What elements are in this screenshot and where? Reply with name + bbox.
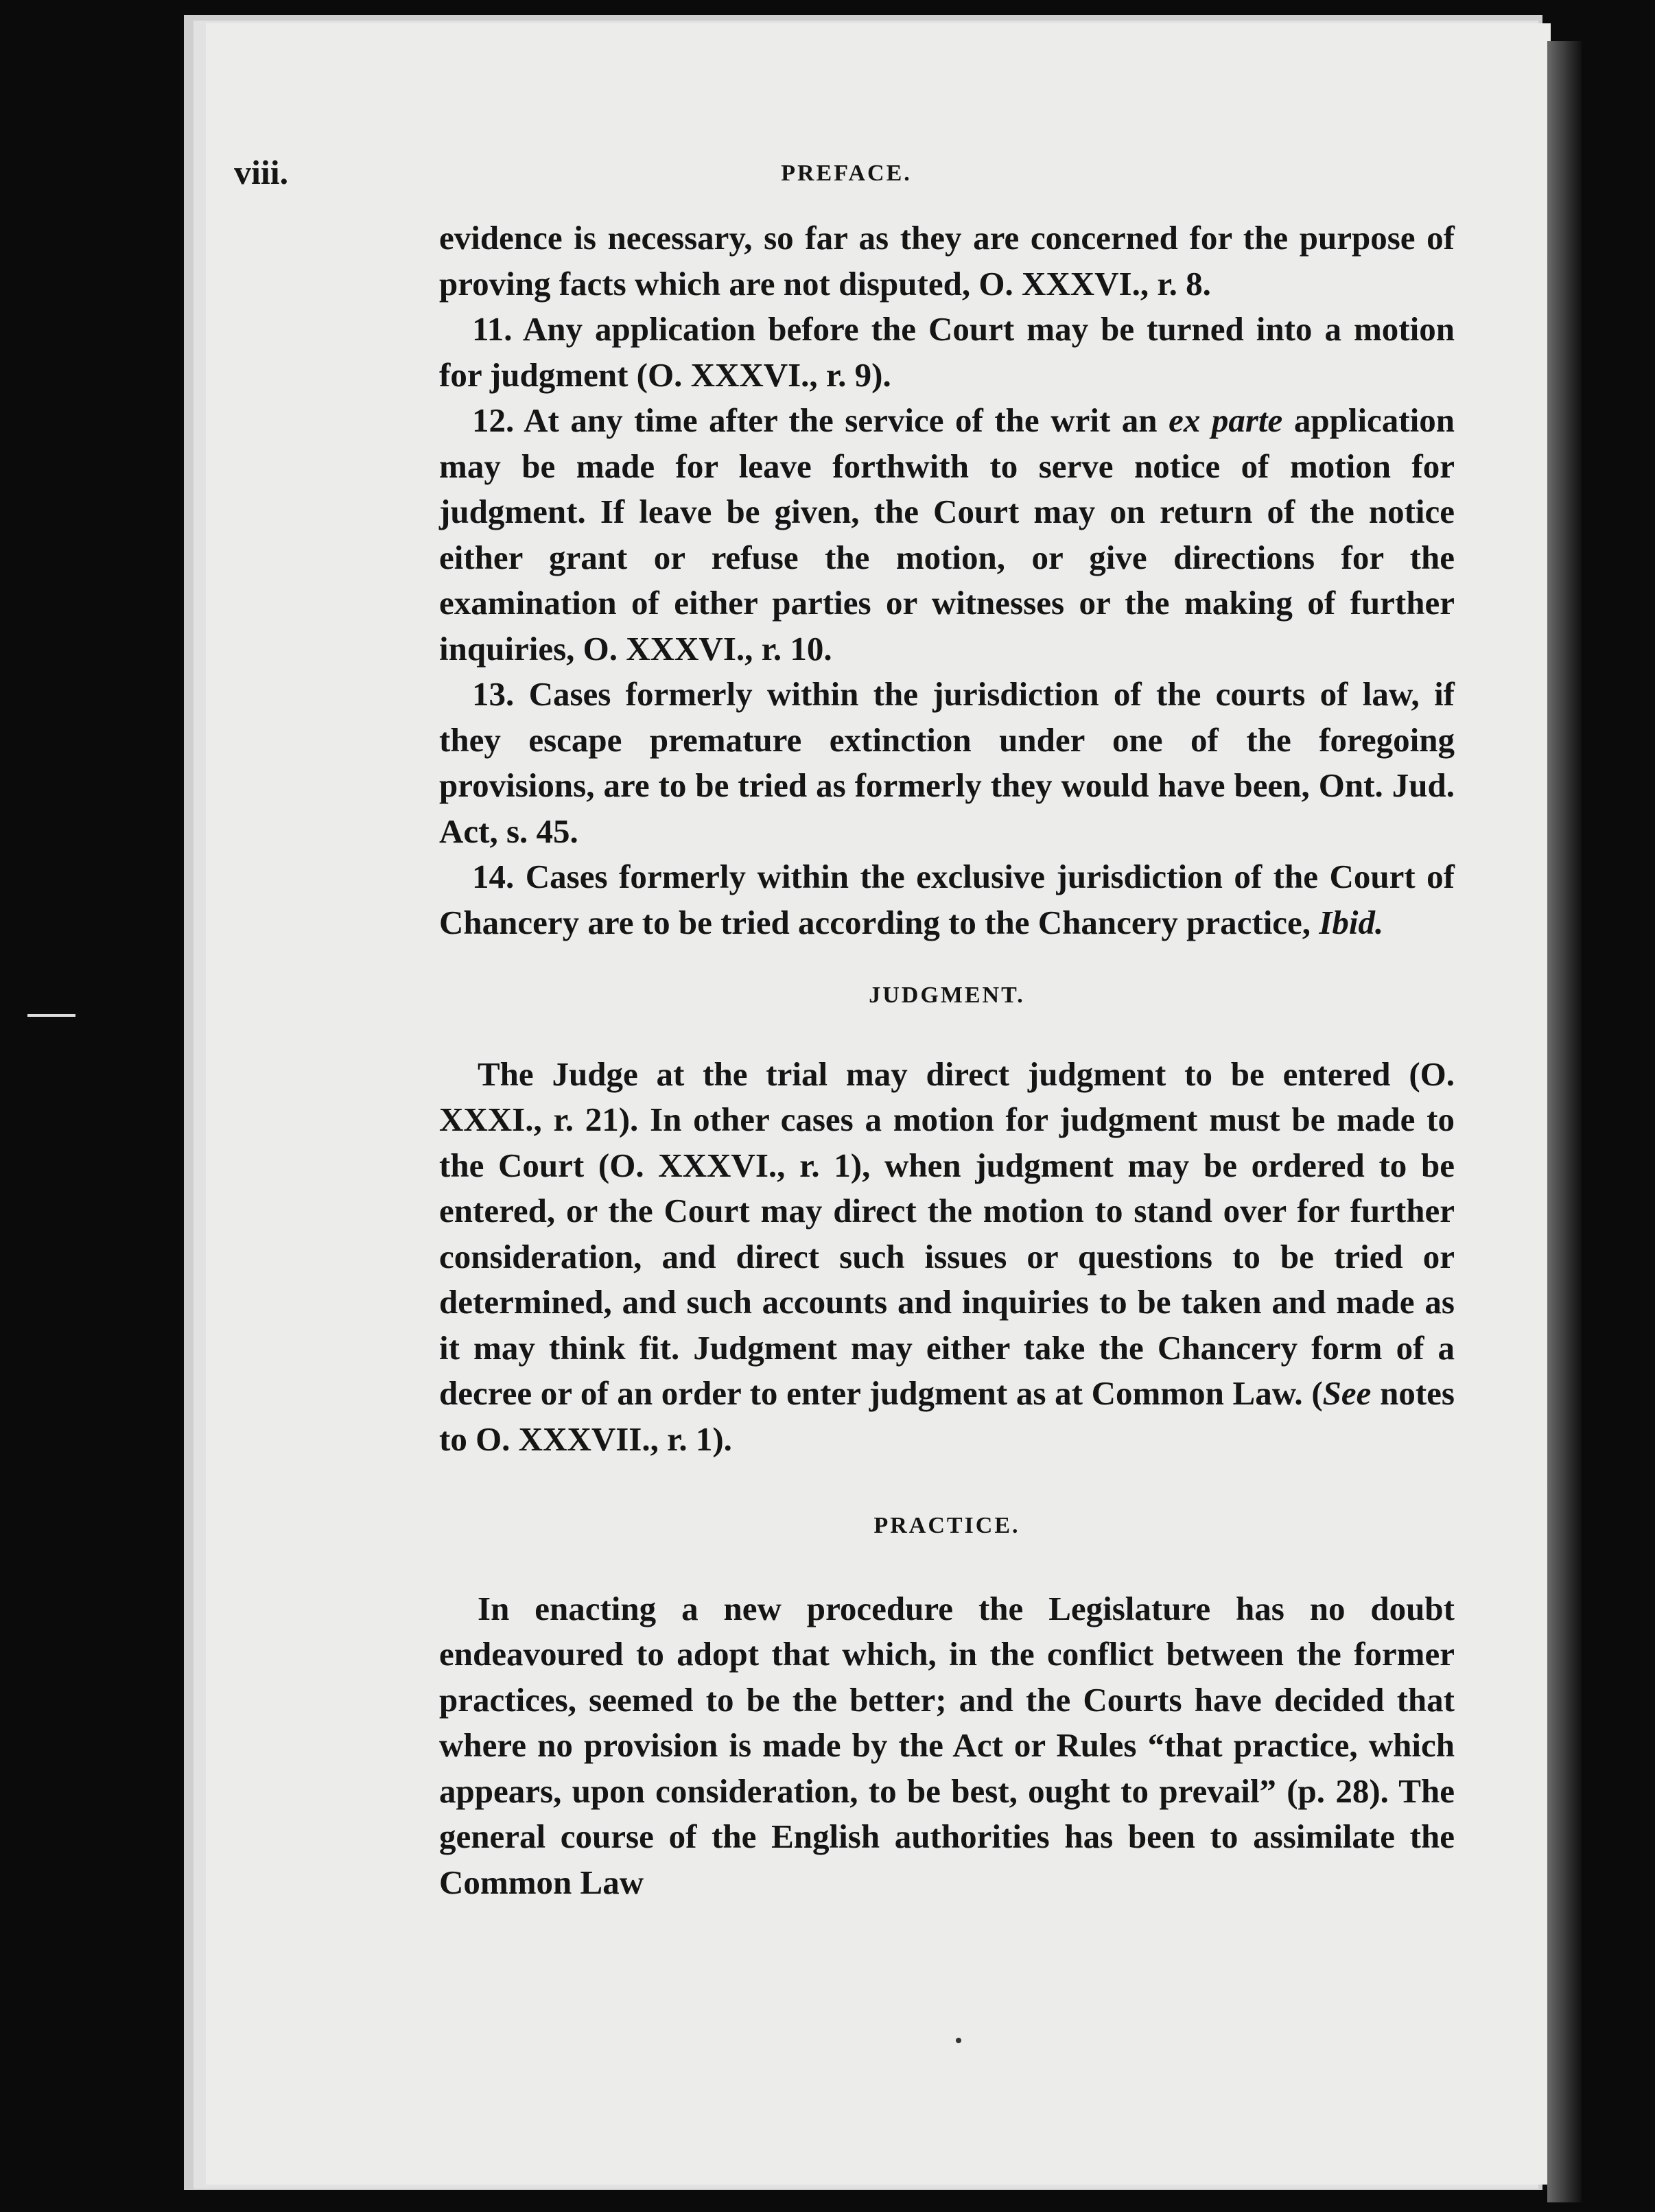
body-text bbox=[439, 215, 1455, 1905]
numbered-paragraph-14 bbox=[439, 854, 1455, 945]
italic-phrase: See bbox=[1322, 1374, 1372, 1412]
numbered-paragraph-11 bbox=[439, 307, 1455, 398]
paragraph-text: Cases formerly within the exclusive jurisdiction of the Court of Chancery are to be tried according to the Chancery practice, bbox=[439, 858, 1455, 941]
page-edge-shadow bbox=[1547, 41, 1582, 2202]
running-head bbox=[234, 152, 1459, 200]
paragraph-number: 11. bbox=[472, 310, 513, 348]
italic-phrase: Ibid. bbox=[1319, 903, 1384, 941]
paragraph-text: Cases formerly within the jurisdiction of the courts of law, if they escape premature extinction under one of the foregoing provisions, are to be tried as formerly they would have been, Ont. Jud. Act, s. 45. bbox=[439, 675, 1455, 850]
section-heading-practice: PRACTICE. bbox=[873, 1513, 1020, 1538]
ink-dot bbox=[956, 2038, 961, 2043]
scan-edge-mark bbox=[27, 1014, 75, 1017]
continued-paragraph: evidence is necessary, so far as they are concerned for the purpose of proving facts which are not disputed, O. XXXVI., r. 8. bbox=[439, 219, 1455, 303]
paragraph-number: 13. bbox=[472, 675, 515, 713]
numbered-paragraph-12 bbox=[439, 398, 1455, 672]
paragraph-text: The Judge at the trial may direct judgment to be entered (O. XXXI., r. 21). In other cases a motion for judgment must be made to the Court (O. XXXVI., r. 1), when judgment may be ordered to be entered, or the Court may direct the motion to stand over for further consideration, and direct such issues or questions to be tried or determined, and such accounts and inquiries to be taken and made as it may think fit. Judgment may either take the Chancery form of a decree or of an order to enter judgment as at Common Law. ( bbox=[439, 1055, 1455, 1412]
paragraph-number: 12. bbox=[472, 401, 515, 439]
paragraph-text: application may be made for leave forthwith to serve notice of motion for judgment. If leave be given, the Court may on return of the notice either grant or refuse the motion, or give directions for the examination of either parties or witnesses or the making of further inquiries, O. XXXVI., r. 10. bbox=[439, 401, 1455, 668]
page-number: viii. bbox=[234, 153, 289, 191]
paragraph-text: notes to O. XXXVII., r. 1). bbox=[439, 1374, 1455, 1458]
paragraph-text: Any application before the Court may be turned into a motion for judgment (O. XXXVI., r. 9). bbox=[439, 310, 1455, 394]
practice-paragraph: In enacting a new procedure the Legislature has no doubt endeavoured to adopt that which, in the conflict between the former practices, seemed to be the better; and the Courts have decided that where no provision is made by the Act or Rules “that practice, which appears, upon consideration, to be best, ought to prevail” (p. 28). The general course of the English authorities has been to assimilate the Common Law bbox=[439, 1589, 1455, 1901]
paragraph-number: 14. bbox=[472, 858, 515, 895]
paragraph-text: At any time after the service of the writ an bbox=[524, 401, 1169, 439]
italic-phrase: ex parte bbox=[1169, 401, 1283, 439]
section-heading-judgment: JUDGMENT. bbox=[869, 983, 1025, 1008]
judgment-paragraph bbox=[439, 1052, 1455, 1463]
running-title: PREFACE. bbox=[781, 161, 912, 186]
numbered-paragraph-13 bbox=[439, 672, 1455, 854]
